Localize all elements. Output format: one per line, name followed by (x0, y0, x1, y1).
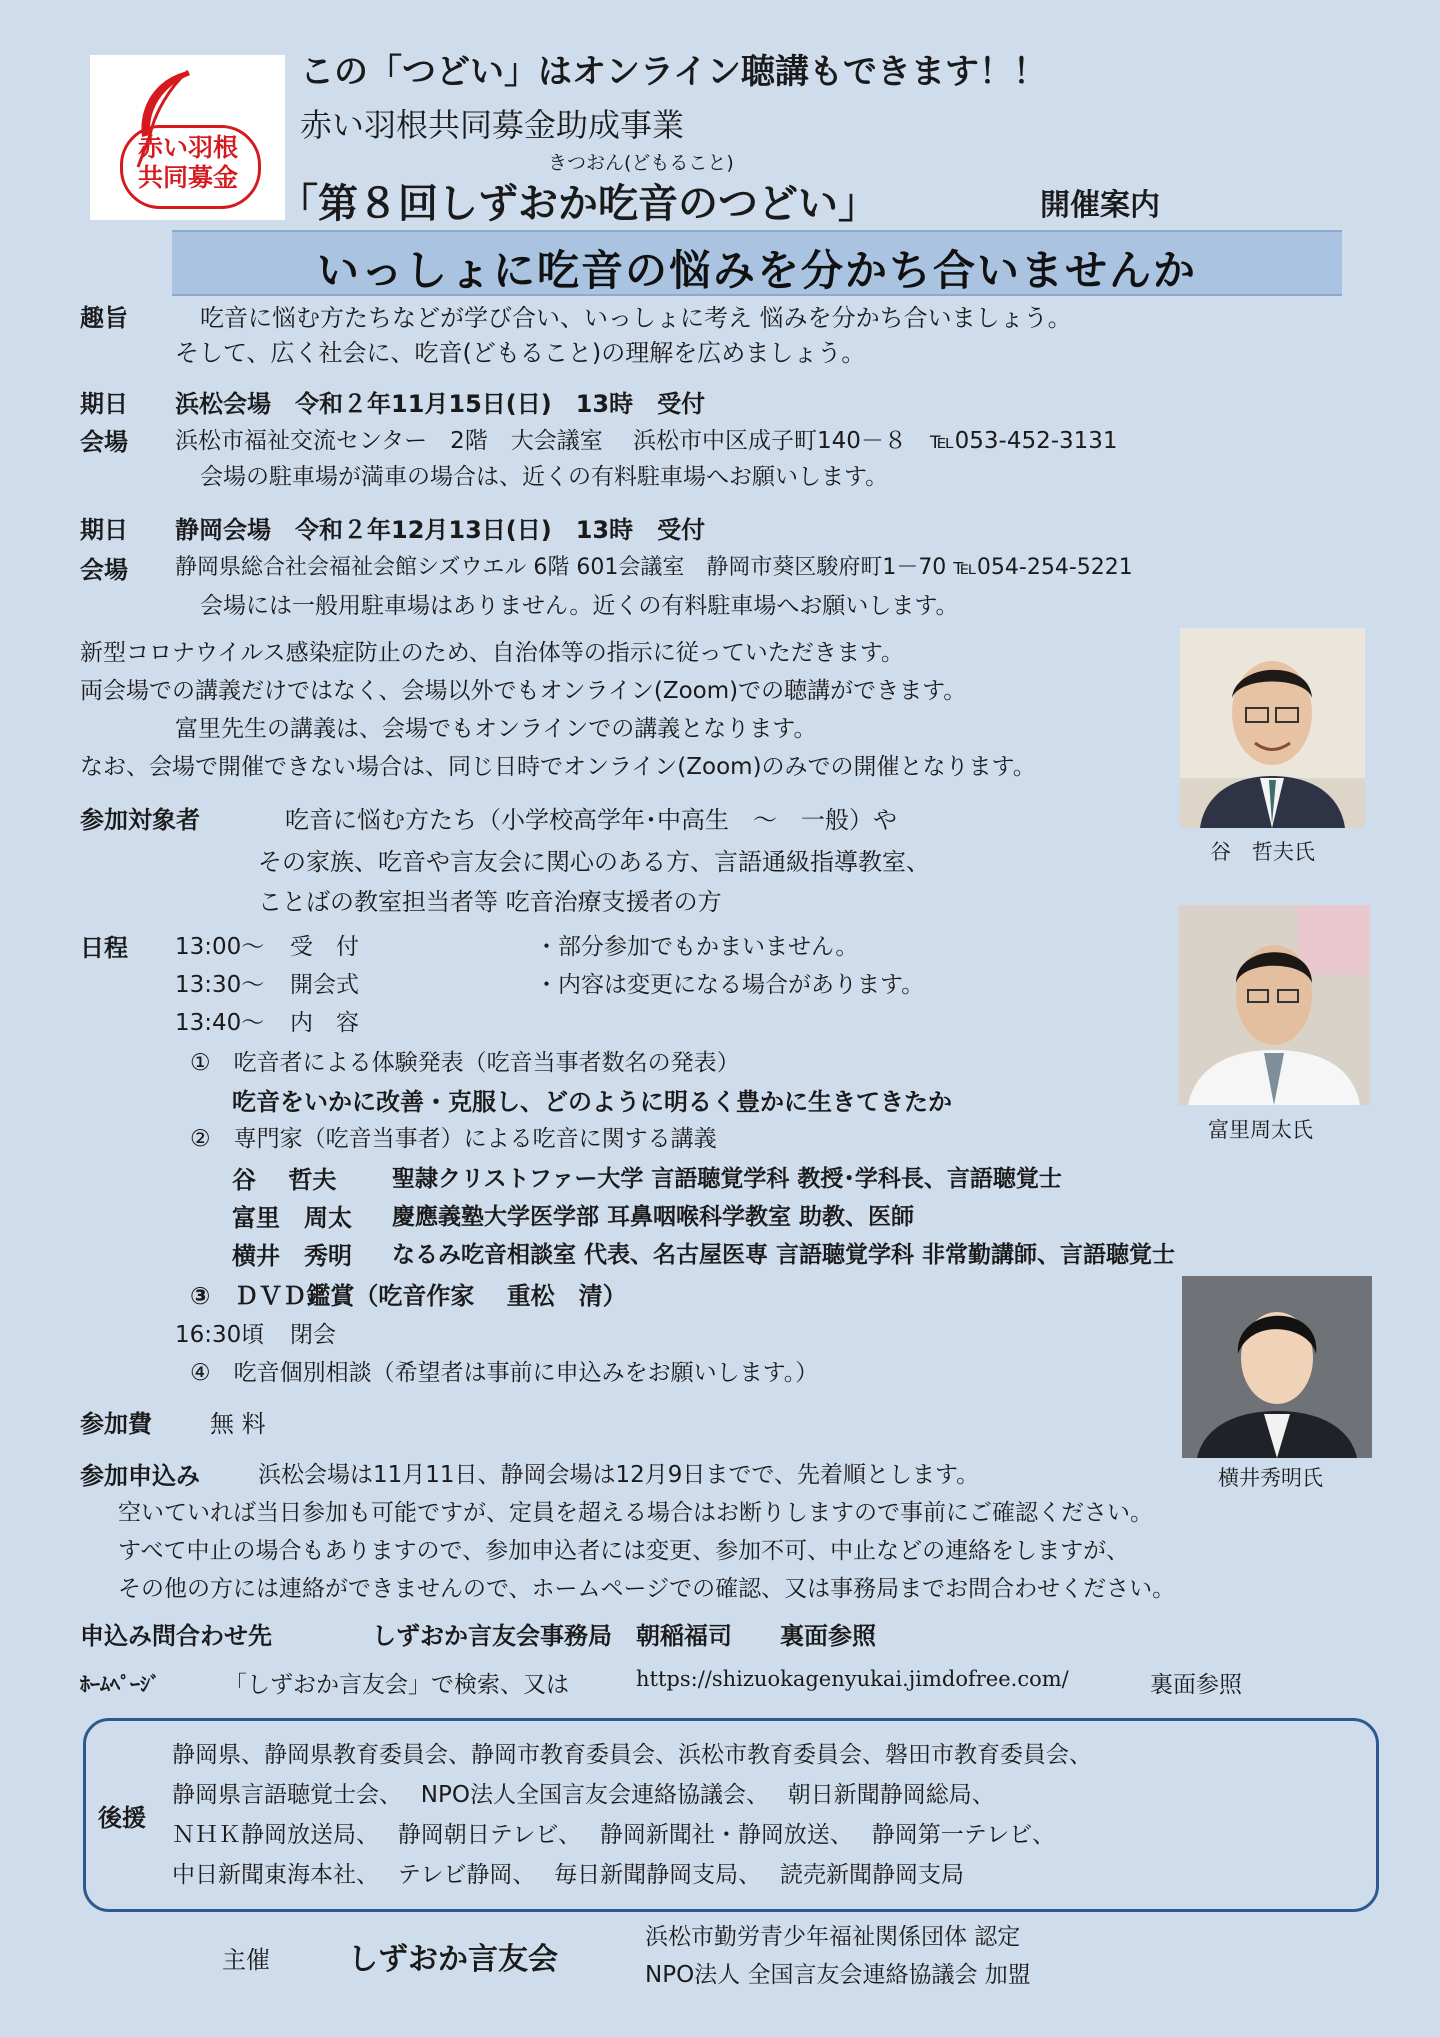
hamamatsu-date-label: 期日 (80, 390, 128, 418)
shizuoka-venue-label: 会場 (80, 556, 128, 584)
support-line2: 静岡県言語聴覚士会、 NPO法人全国言友会連絡協議会、 朝日新聞静岡総局、 (172, 1782, 995, 1808)
portrait-icon (1180, 628, 1365, 828)
close-time: 16:30頃 (175, 1322, 265, 1348)
photo-tomisato (1178, 905, 1370, 1105)
hamamatsu-date: 浜松会場 令和２年11月15日(日) 13時 受付 (175, 390, 706, 418)
close-label: 閉会 (290, 1322, 336, 1348)
support-label: 後援 (98, 1804, 146, 1832)
support-line3: ＮＨＫ静岡放送局、 静岡朝日テレビ、 静岡新聞社・静岡放送、 静岡第一テレビ、 (172, 1822, 1056, 1848)
purpose-line2: そして、広く社会に、吃音(どもること)の理解を広めましょう。 (175, 339, 866, 367)
homepage-text: 「しずおか言友会」で検索、又は (224, 1672, 569, 1698)
red-feather-logo (90, 55, 285, 220)
schedule-item1: ① 吃音者による体験発表（吃音当事者数名の発表） (190, 1050, 740, 1076)
corona-line2: 両会場での講義だけではなく、会場以外でもオンライン(Zoom)での聴講ができます。 (80, 678, 967, 704)
logo-line1: 赤い羽根 (137, 133, 238, 162)
hamamatsu-note: 会場の駐車場が満車の場合は、近くの有料駐車場へお願いします。 (200, 464, 889, 490)
schedule-time1: 13:00～ (175, 934, 265, 960)
shizuoka-note: 会場には一般用駐車場はありません。近くの有料駐車場へお願いします。 (200, 593, 959, 619)
application-line4: その他の方には連絡ができませんので、ホームページでの確認、又は事務局までお問合わせください。 (118, 1576, 1176, 1602)
audience-line1: 吃音に悩む方たち（小学校高学年･中高生 ～ 一般）や (285, 806, 897, 834)
logo-line2: 共同募金 (137, 163, 238, 192)
shizuoka-venue: 静岡県総合社会福祉会館シズウエル 6階 601会議室 静岡市葵区駿府町1－70 ℡054-254-5221 (175, 555, 1133, 580)
corona-line1: 新型コロナウイルス感染症防止のため、自治体等の指示に従っていただきます。 (80, 640, 904, 666)
schedule-note1: ・部分参加でもかまいません。 (535, 934, 859, 960)
support-line1: 静岡県、静岡県教育委員会、静岡市教育委員会、浜松市教育委員会、磐田市教育委員会、 (172, 1742, 1092, 1768)
schedule-note2: ・内容は変更になる場合があります。 (535, 972, 925, 998)
lecturer-desc: 聖隷クリストファー大学 言語聴覚学科 教授･学科長、言語聴覚士 (392, 1166, 1062, 1192)
lecturer-name: 谷 哲夫 (232, 1166, 337, 1194)
host-cert: 浜松市勤労青少年福祉関係団体 認定 (645, 1924, 1021, 1950)
application-label: 参加申込み (80, 1462, 200, 1490)
lecturer-name: 横井 秀明 (232, 1242, 352, 1270)
schedule-time2: 13:30～ (175, 972, 265, 998)
banner (172, 230, 1342, 296)
corona-line4: なお、会場で開催できない場合は、同じ日時でオンライン(Zoom)のみでの開催となります。 (80, 754, 1036, 780)
homepage-url[interactable]: https://shizuokagenyukai.jimdofree.com/ (636, 1667, 1069, 1691)
schedule-act2: 開会式 (290, 972, 359, 998)
corona-line3: 富里先生の講義は、会場でもオンラインでの講義となります。 (175, 716, 817, 742)
homepage-ref: 裏面参照 (1150, 1672, 1242, 1698)
schedule-act3: 内 容 (290, 1010, 359, 1036)
photo-caption-yokoi: 横井秀明氏 (1218, 1466, 1323, 1490)
event-title: 「第８回しずおか吃音のつどい」 (278, 181, 878, 227)
shizuoka-date-label: 期日 (80, 516, 128, 544)
contact-value: しずおか言友会事務局 朝稲福司 裏面参照 (372, 1622, 876, 1650)
application-line2: 空いていれば当日参加も可能ですが、定員を超える場合はお断りしますので事前にご確認ください。 (118, 1500, 1153, 1526)
schedule-time3: 13:40～ (175, 1010, 265, 1036)
host-member: NPO法人 全国言友会連絡協議会 加盟 (645, 1962, 1031, 1988)
fee-label: 参加費 (80, 1410, 152, 1438)
host-label: 主催 (222, 1946, 270, 1974)
homepage-label: ﾎｰﾑﾍﾟｰｼﾞ (80, 1672, 160, 1696)
application-line1: 浜松会場は11月11日、静岡会場は12月9日までで、先着順とします。 (258, 1462, 980, 1488)
support-line4: 中日新聞東海本社、 テレビ静岡、 毎日新聞静岡支局、 読売新聞静岡支局 (172, 1862, 964, 1888)
logo-text (118, 133, 258, 193)
audience-line2: その家族、吃音や言友会に関心のある方、言語通級指導教室、 (258, 848, 930, 876)
contact-label: 申込み問合わせ先 (80, 1622, 272, 1650)
lecturer-desc: 慶應義塾大学医学部 耳鼻咽喉科学教室 助教、医師 (392, 1204, 915, 1230)
application-line3: すべて中止の場合もありますので、参加申込者には変更、参加不可、中止などの連絡をしますが、 (118, 1538, 1130, 1564)
photo-caption-tani: 谷 哲夫氏 (1210, 840, 1315, 864)
host-name: しずおか言友会 (348, 1942, 558, 1977)
hamamatsu-venue-label: 会場 (80, 428, 128, 456)
schedule-item4: ④ 吃音個別相談（希望者は事前に申込みをお願いします。） (190, 1360, 819, 1386)
purpose-line1: 吃音に悩む方たちなどが学び合い、いっしょに考え 悩みを分かち合いましょう。 (200, 304, 1072, 332)
fee-value: 無 料 (210, 1410, 266, 1438)
portrait-icon (1182, 1276, 1372, 1458)
photo-yokoi (1182, 1276, 1372, 1458)
banner-text: いっしょに吃音の悩みを分かち合いませんか (316, 246, 1197, 295)
guide-label: 開催案内 (1040, 188, 1160, 223)
schedule-item1-detail: 吃音をいかに改善・克服し、どのように明るく豊かに生きてきたか (232, 1088, 952, 1116)
schedule-act1: 受 付 (290, 934, 359, 960)
online-note: この「つどい」はオンライン聴講もできます！！ (300, 52, 1047, 92)
schedule-item3: ③ ＤＶＤ鑑賞（吃音作家 重松 清） (190, 1282, 627, 1310)
shizuoka-date: 静岡会場 令和２年12月13日(日) 13時 受付 (175, 516, 706, 544)
lecturer-name: 富里 周太 (232, 1204, 352, 1232)
schedule-label: 日程 (80, 934, 128, 962)
photo-tani (1180, 628, 1365, 828)
grant-title: 赤い羽根共同募金助成事業 (300, 106, 685, 144)
title-ruby: きつおん(どもること) (548, 152, 734, 174)
purpose-label: 趣旨 (80, 304, 128, 332)
audience-label: 参加対象者 (80, 806, 200, 834)
audience-line3: ことばの教室担当者等 吃音治療支援者の方 (258, 888, 722, 916)
lecturer-desc: なるみ吃音相談室 代表、名古屋医専 言語聴覚学科 非常勤講師、言語聴覚士 (392, 1242, 1176, 1268)
portrait-icon (1178, 905, 1370, 1105)
photo-caption-tomisato: 富里周太氏 (1208, 1118, 1313, 1142)
hamamatsu-venue: 浜松市福祉交流センター 2階 大会議室 浜松市中区成子町140－８ ℡053-452-3131 (175, 428, 1118, 454)
schedule-item2: ② 専門家（吃音当事者）による吃音に関する講義 (190, 1126, 717, 1152)
